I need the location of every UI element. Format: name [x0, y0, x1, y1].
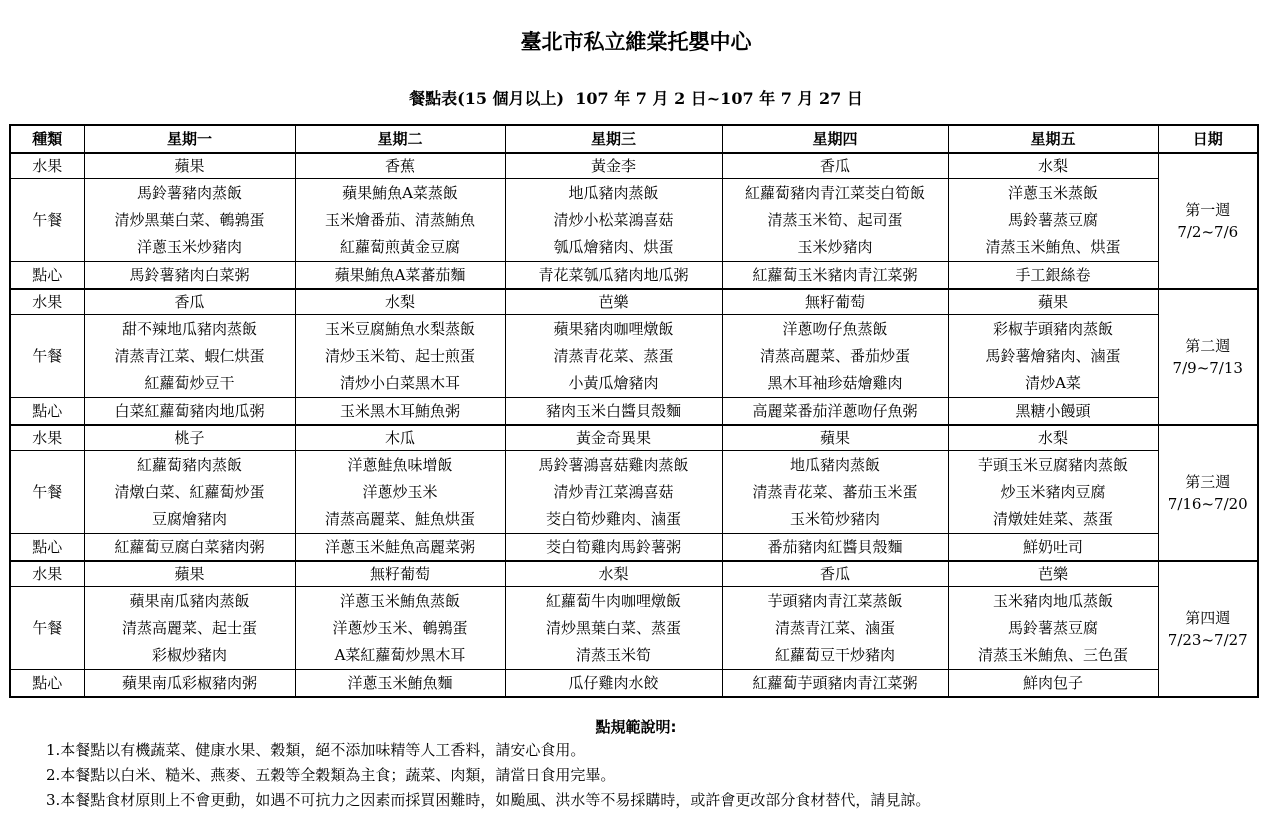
lunch-dish: 清蒸青江菜、滷蛋: [774, 618, 895, 637]
week-date-range: 7/9~7/13: [1172, 359, 1243, 377]
lunch-dish: 甜不辣地瓜豬肉蒸飯: [121, 319, 257, 338]
lunch-row: [10, 315, 1258, 398]
lunch-cell: [722, 315, 948, 398]
snack-row: [10, 398, 1258, 426]
snack-cell: 蘋果鮪魚A菜蕃茄麵: [295, 262, 505, 290]
lunch-cell: [948, 451, 1158, 534]
lunch-dish: 洋蔥玉米炒豬肉: [136, 237, 242, 256]
snack-cell: 豬肉玉米白醬貝殼麵: [505, 398, 722, 426]
fruit-cell: 水梨: [948, 425, 1158, 451]
header-monday: 星期一: [84, 125, 295, 153]
fruit-cell: 水梨: [295, 289, 505, 315]
week-date-cell: [1158, 289, 1258, 425]
fruit-cell: 水梨: [505, 561, 722, 587]
fruit-cell: 芭樂: [948, 561, 1158, 587]
note-item: 2.本餐點以白米、糙米、燕麥、五穀等全穀類為主食；蔬菜、肉類，請當日食用完畢。: [46, 766, 616, 784]
fruit-row: [10, 561, 1258, 587]
lunch-dish: 清蒸高麗菜、鮭魚烘蛋: [324, 509, 475, 528]
lunch-dish: 清蒸玉米筍: [575, 645, 651, 664]
lunch-dish: 清蒸青花菜、蕃茄玉米蛋: [752, 482, 918, 501]
category-fruit: 水果: [10, 561, 84, 587]
fruit-cell: 水梨: [948, 153, 1158, 179]
notes-title: 點規範說明:: [595, 718, 677, 736]
fruit-cell: 香蕉: [295, 153, 505, 179]
week-date-range: 7/16~7/20: [1167, 495, 1248, 513]
lunch-dish: 紅蘿蔔煎黃金豆腐: [339, 237, 460, 256]
lunch-cell: [948, 587, 1158, 670]
fruit-row: [10, 425, 1258, 451]
snack-cell: 手工銀絲卷: [948, 262, 1158, 290]
lunch-dish: 清炒小松菜鴻喜菇: [553, 210, 674, 229]
lunch-dish: 清炒A菜: [1025, 373, 1081, 392]
note-item: 1.本餐點以有機蔬菜、健康水果、穀類，絕不添加味精等人工香料，請安心食用。: [46, 741, 586, 759]
lunch-dish: 地瓜豬肉蒸飯: [568, 183, 659, 202]
fruit-row: [10, 153, 1258, 179]
note-item: 3.本餐點食材原則上不會更動，如遇不可抗力之因素而採買困難時，如颱風、洪水等不易採購時，或許會更改部分食材替代，請見諒。: [46, 791, 931, 809]
lunch-dish: 洋蔥炒玉米、鵪鶉蛋: [332, 618, 468, 637]
lunch-dish: 清蒸玉米鮪魚、烘蛋: [985, 237, 1121, 256]
snack-cell: 青花菜瓠瓜豬肉地瓜粥: [505, 262, 722, 290]
lunch-dish: 清燉娃娃菜、蒸蛋: [992, 509, 1113, 528]
lunch-row: [10, 179, 1258, 262]
lunch-dish: 清蒸高麗菜、起士蛋: [121, 618, 257, 637]
fruit-cell: 蘋果: [84, 153, 295, 179]
lunch-cell: [84, 315, 295, 398]
fruit-cell: 蘋果: [948, 289, 1158, 315]
center-title: 臺北市私立維棠托嬰中心: [520, 30, 752, 54]
snack-cell: 紅蘿蔔豆腐白菜豬肉粥: [84, 534, 295, 562]
fruit-cell: 芭樂: [505, 289, 722, 315]
week-date-cell: [1158, 153, 1258, 289]
lunch-dish: 馬鈴薯蒸豆腐: [1007, 210, 1098, 229]
snack-row: [10, 670, 1258, 698]
snack-cell: 洋蔥玉米鮪魚麵: [295, 670, 505, 698]
snack-cell: 洋蔥玉米鮭魚高麗菜粥: [295, 534, 505, 562]
snack-cell: 茭白筍雞肉馬鈴薯粥: [505, 534, 722, 562]
lunch-row: [10, 451, 1258, 534]
lunch-dish: 彩椒芋頭豬肉蒸飯: [992, 319, 1113, 338]
lunch-cell: [505, 179, 722, 262]
lunch-dish: 紅蘿蔔牛肉咖哩燉飯: [545, 591, 681, 610]
lunch-dish: 清蒸玉米鮪魚、三色蛋: [977, 645, 1128, 664]
header-row: [10, 125, 1258, 153]
category-fruit: 水果: [10, 425, 84, 451]
snack-cell: 白菜紅蘿蔔豬肉地瓜粥: [84, 398, 295, 426]
header-date: 日期: [1158, 125, 1258, 153]
lunch-dish: 玉米燴番茄、清蒸鮪魚: [324, 210, 475, 229]
lunch-dish: 蘋果豬肉咖哩燉飯: [553, 319, 674, 338]
week-date-range: 7/2~7/6: [1177, 223, 1239, 241]
week-date-cell: [1158, 425, 1258, 561]
lunch-cell: [295, 315, 505, 398]
header-tuesday: 星期二: [295, 125, 505, 153]
snack-cell: 瓜仔雞肉水餃: [505, 670, 722, 698]
lunch-dish: 紅蘿蔔豬肉青江菜茭白筍飯: [744, 183, 925, 202]
lunch-dish: 芋頭豬肉青江菜蒸飯: [767, 591, 903, 610]
lunch-cell: [505, 587, 722, 670]
fruit-cell: 木瓜: [295, 425, 505, 451]
lunch-cell: [948, 179, 1158, 262]
lunch-cell: [722, 179, 948, 262]
category-snack: 點心: [10, 398, 84, 426]
menu-subtitle: 餐點表(15 個月以上) 107 年 7 月 2 日~107 年 7 月 27 日: [409, 89, 863, 108]
lunch-dish: 蘋果鮪魚A菜蒸飯: [342, 183, 458, 202]
fruit-cell: 桃子: [84, 425, 295, 451]
snack-row: [10, 534, 1258, 562]
lunch-dish: 清蒸玉米筍、起司蛋: [767, 210, 903, 229]
lunch-dish: 玉米筍炒豬肉: [789, 509, 880, 528]
lunch-cell: [295, 451, 505, 534]
header-category: 種類: [10, 125, 84, 153]
lunch-dish: 紅蘿蔔炒豆干: [144, 373, 235, 392]
fruit-cell: 無籽葡萄: [722, 289, 948, 315]
snack-cell: 馬鈴薯豬肉白菜粥: [84, 262, 295, 290]
lunch-dish: 炒玉米豬肉豆腐: [1000, 482, 1106, 501]
lunch-dish: 洋蔥玉米蒸飯: [1007, 183, 1098, 202]
category-fruit: 水果: [10, 289, 84, 315]
lunch-dish: 小黃瓜燴豬肉: [568, 373, 659, 392]
week-date-cell: [1158, 561, 1258, 697]
category-fruit: 水果: [10, 153, 84, 179]
fruit-cell: 黃金奇異果: [505, 425, 722, 451]
lunch-cell: [948, 315, 1158, 398]
snack-cell: 紅蘿蔔玉米豬肉青江菜粥: [722, 262, 948, 290]
fruit-cell: 香瓜: [722, 561, 948, 587]
snack-cell: 蘋果南瓜彩椒豬肉粥: [84, 670, 295, 698]
category-lunch: 午餐: [10, 315, 84, 398]
lunch-dish: 馬鈴薯蒸豆腐: [1007, 618, 1098, 637]
lunch-dish: 清炒小白菜黑木耳: [339, 373, 460, 392]
fruit-cell: 香瓜: [84, 289, 295, 315]
snack-cell: 高麗菜番茄洋蔥吻仔魚粥: [722, 398, 948, 426]
meal-menu-table: [9, 124, 1259, 698]
week-date-range: 7/23~7/27: [1167, 631, 1248, 649]
header-wednesday: 星期三: [505, 125, 722, 153]
header-thursday: 星期四: [722, 125, 948, 153]
lunch-cell: [84, 451, 295, 534]
lunch-cell: [84, 179, 295, 262]
lunch-dish: 玉米豬肉地瓜蒸飯: [992, 591, 1113, 610]
fruit-cell: 無籽葡萄: [295, 561, 505, 587]
lunch-dish: 茭白筍炒雞肉、滷蛋: [545, 509, 681, 528]
lunch-dish: 洋蔥吻仔魚蒸飯: [782, 319, 888, 338]
lunch-dish: A菜紅蘿蔔炒黑木耳: [334, 645, 466, 664]
lunch-dish: 洋蔥玉米鮪魚蒸飯: [339, 591, 460, 610]
lunch-dish: 瓠瓜燴豬肉、烘蛋: [553, 237, 674, 256]
category-lunch: 午餐: [10, 587, 84, 670]
category-snack: 點心: [10, 670, 84, 698]
fruit-cell: 香瓜: [722, 153, 948, 179]
lunch-dish: 地瓜豬肉蒸飯: [789, 455, 880, 474]
lunch-dish: 豆腐燴豬肉: [151, 509, 227, 528]
category-lunch: 午餐: [10, 451, 84, 534]
lunch-dish: 清炒黑葉白菜、鵪鶉蛋: [114, 210, 265, 229]
lunch-dish: 彩椒炒豬肉: [151, 645, 227, 664]
week-label: 第四週: [1185, 609, 1231, 627]
snack-cell: 玉米黑木耳鮪魚粥: [295, 398, 505, 426]
lunch-cell: [84, 587, 295, 670]
fruit-cell: 蘋果: [84, 561, 295, 587]
lunch-row: [10, 587, 1258, 670]
lunch-dish: 清蒸高麗菜、番茄炒蛋: [759, 346, 910, 365]
lunch-cell: [722, 451, 948, 534]
lunch-dish: 紅蘿蔔豆干炒豬肉: [774, 645, 895, 664]
lunch-cell: [295, 179, 505, 262]
lunch-dish: 清蒸青江菜、蝦仁烘蛋: [114, 346, 265, 365]
category-snack: 點心: [10, 262, 84, 290]
lunch-dish: 黑木耳袖珍菇燴雞肉: [767, 373, 903, 392]
lunch-dish: 清炒黑葉白菜、蒸蛋: [545, 618, 681, 637]
fruit-cell: 蘋果: [722, 425, 948, 451]
snack-cell: 黑糖小饅頭: [948, 398, 1158, 426]
snack-row: [10, 262, 1258, 290]
snack-cell: 鮮奶吐司: [948, 534, 1158, 562]
lunch-dish: 清蒸青花菜、蒸蛋: [553, 346, 674, 365]
snack-cell: 番茄豬肉紅醬貝殼麵: [722, 534, 948, 562]
lunch-dish: 蘋果南瓜豬肉蒸飯: [129, 591, 250, 610]
snack-cell: 鮮肉包子: [948, 670, 1158, 698]
lunch-cell: [505, 315, 722, 398]
notes-list: [46, 738, 930, 813]
lunch-cell: [295, 587, 505, 670]
lunch-dish: 玉米豆腐鮪魚水梨蒸飯: [324, 319, 475, 338]
lunch-dish: 芋頭玉米豆腐豬肉蒸飯: [977, 455, 1128, 474]
category-snack: 點心: [10, 534, 84, 562]
week-label: 第一週: [1185, 201, 1231, 219]
week-label: 第二週: [1185, 337, 1231, 355]
lunch-dish: 紅蘿蔔豬肉蒸飯: [136, 455, 242, 474]
lunch-dish: 洋蔥炒玉米: [362, 482, 438, 501]
lunch-cell: [722, 587, 948, 670]
lunch-dish: 清炒青江菜鴻喜菇: [553, 482, 674, 501]
category-lunch: 午餐: [10, 179, 84, 262]
snack-cell: 紅蘿蔔芋頭豬肉青江菜粥: [722, 670, 948, 698]
lunch-dish: 馬鈴薯豬肉蒸飯: [136, 183, 242, 202]
lunch-dish: 洋蔥鮭魚味增飯: [347, 455, 453, 474]
lunch-dish: 清炒玉米筍、起士煎蛋: [324, 346, 475, 365]
lunch-dish: 馬鈴薯燴豬肉、滷蛋: [985, 346, 1121, 365]
week-label: 第三週: [1185, 473, 1231, 491]
fruit-cell: 黃金李: [505, 153, 722, 179]
lunch-cell: [505, 451, 722, 534]
lunch-dish: 清燉白菜、紅蘿蔔炒蛋: [114, 482, 265, 501]
lunch-dish: 玉米炒豬肉: [797, 237, 873, 256]
fruit-row: [10, 289, 1258, 315]
header-friday: 星期五: [948, 125, 1158, 153]
lunch-dish: 馬鈴薯鴻喜菇雞肉蒸飯: [538, 455, 689, 474]
